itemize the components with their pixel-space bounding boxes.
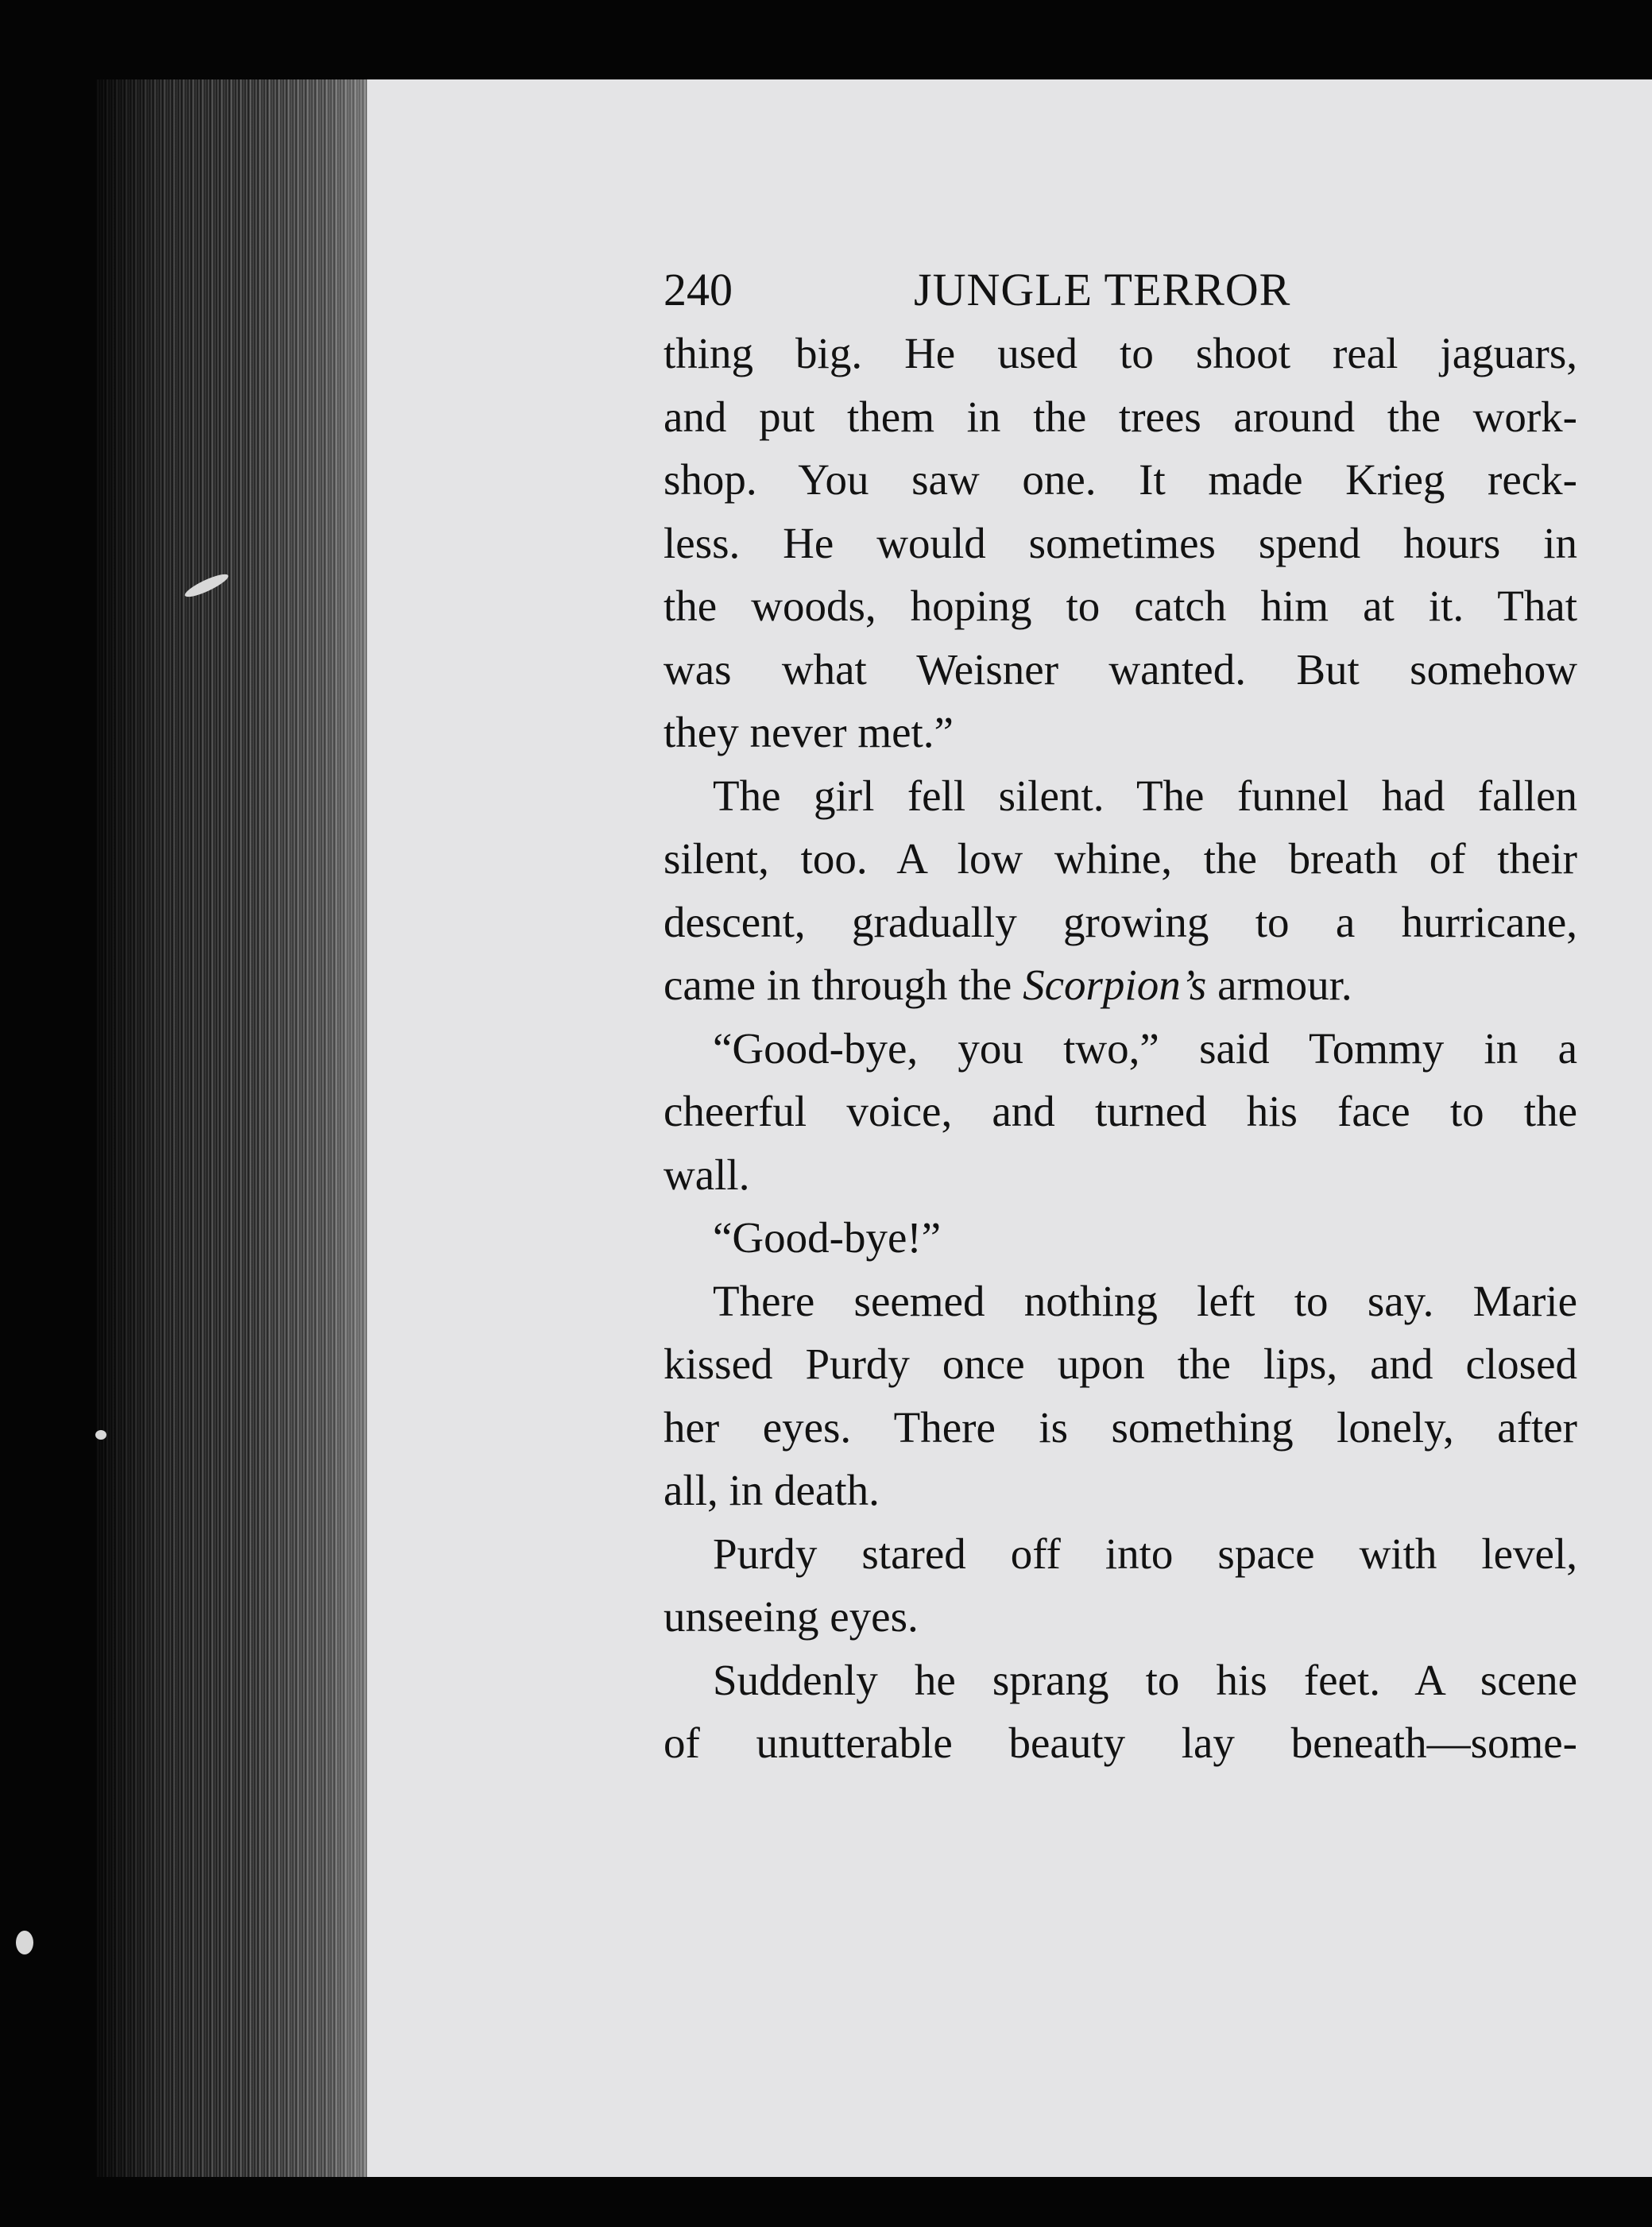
- text-line: Purdy stared off into space with level,: [713, 1529, 1577, 1578]
- text-line: the woods, hoping to catch him at it. That: [664, 582, 1577, 630]
- text-line: of unutterable beauty lay beneath—some-: [664, 1719, 1577, 1767]
- text-line: Suddenly he sprang to his feet. A scene: [713, 1655, 1577, 1704]
- text-line: her eyes. There is something lonely, after: [664, 1402, 1577, 1452]
- text-line: shop. You saw one. It made Krieg reck-: [664, 455, 1577, 504]
- scan-speck: [95, 1430, 106, 1440]
- text-line: came in through the Scorpion’s armour.: [664, 961, 1352, 1009]
- book-title: JUNGLE TERROR: [914, 264, 1291, 315]
- text-line: unseeing eyes.: [664, 1592, 919, 1641]
- text-line: The girl fell silent. The funnel had fallen: [713, 771, 1577, 820]
- paragraph: [664, 322, 1577, 764]
- text-line: cheerful voice, and turned his face to the: [664, 1087, 1577, 1135]
- paragraph: [664, 1649, 1577, 1775]
- text-line: “Good-bye!”: [713, 1213, 942, 1262]
- text-line: descent, gradually growing to a hurricane,: [664, 897, 1577, 946]
- paragraph: [664, 764, 1577, 1017]
- text-line: “Good-bye, you two,” said Tommy in a: [713, 1023, 1577, 1073]
- text-line: wall.: [664, 1150, 750, 1199]
- ship-name-italic: Scorpion’s: [1023, 961, 1207, 1009]
- text-line: There seemed nothing left to say. Marie: [713, 1276, 1577, 1325]
- text-line: and put them in the trees around the work-: [664, 392, 1577, 441]
- text-line: silent, too. A low whine, the breath of their: [664, 834, 1577, 883]
- text-line: thing big. He used to shoot real jaguars,: [664, 329, 1577, 377]
- text-line: less. He would sometimes spend hours in: [664, 518, 1577, 567]
- text-line: they never met.”: [664, 708, 954, 756]
- book-page: [367, 79, 1652, 2177]
- paragraph: [664, 1017, 1577, 1207]
- running-head: [664, 258, 1577, 322]
- paragraph: [664, 1270, 1577, 1522]
- paragraph: [664, 1522, 1577, 1649]
- page-edges: [95, 79, 369, 2177]
- page-text-block: [664, 258, 1577, 1775]
- text-line: kissed Purdy once upon the lips, and closed: [664, 1340, 1577, 1388]
- page-number: 240: [664, 264, 733, 315]
- paragraph: [664, 1206, 1577, 1270]
- text-line: was what Weisner wanted. But somehow: [664, 644, 1577, 694]
- text-line: all, in death.: [664, 1466, 880, 1514]
- scan-speck: [16, 1931, 33, 1954]
